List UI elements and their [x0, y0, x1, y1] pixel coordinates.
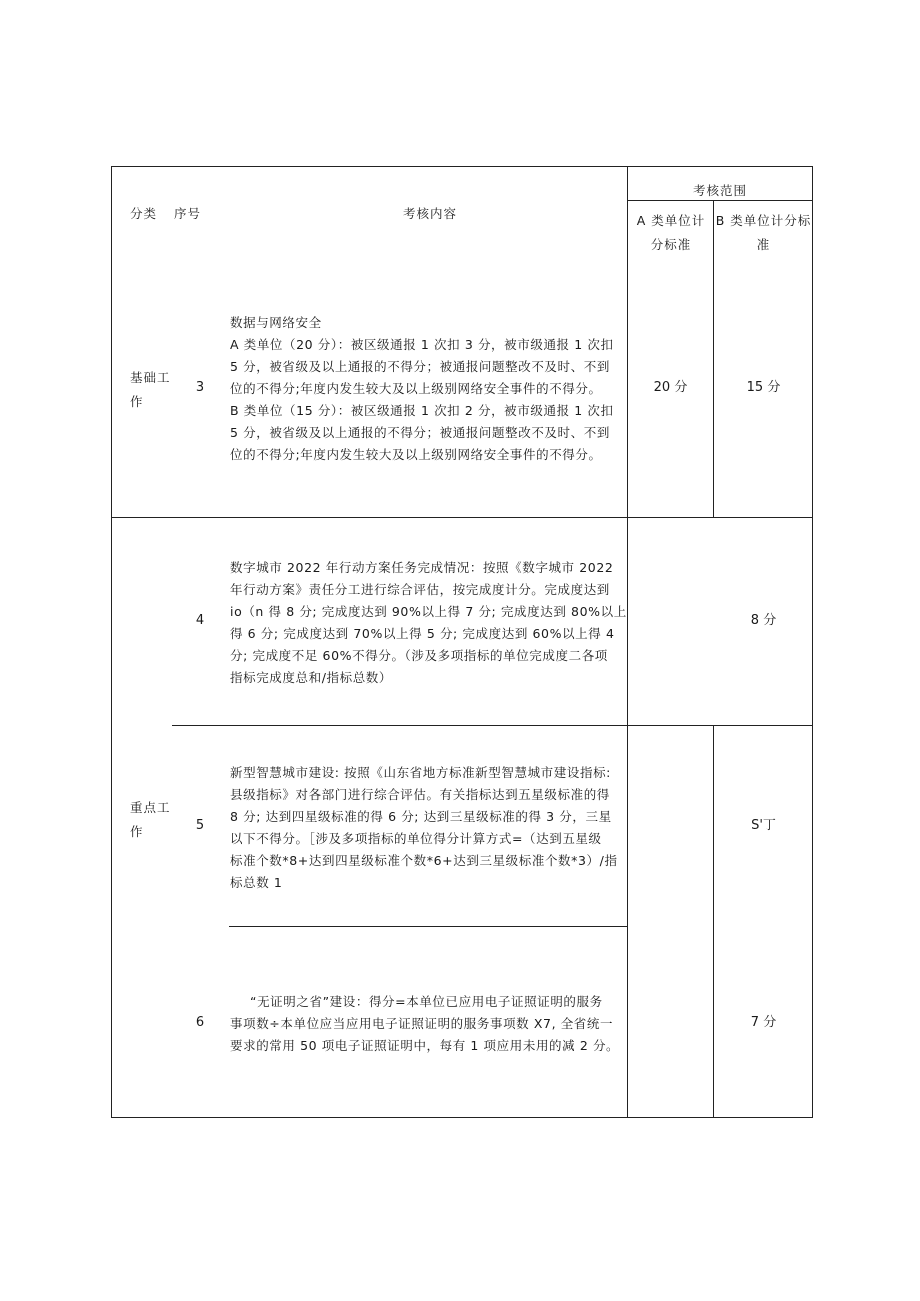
content-line: 指标完成度总和/指标总数） — [230, 670, 393, 685]
header-seq: 序号 — [174, 206, 202, 221]
content-line: 以下不得分。［涉及多项指标的单位得分计算方式=（达到五星级 — [230, 831, 602, 846]
row-b-score: 7 分 — [750, 1015, 777, 1030]
content-line: B 类单位（15 分）：被区级通报 1 次扣 2 分，被市级通报 1 次扣 — [230, 403, 614, 418]
content-line: 数字城市 2022 年行动方案任务完成情况：按照《数字城市 2022 — [230, 560, 614, 575]
content-line: 标准个数*8+达到四星级标准个数*6+达到三星级标准个数*3）/指 — [230, 853, 618, 868]
row-b-score: S'丁 — [751, 818, 776, 833]
content-line: 新型智慧城市建设: 按照《山东省地方标准新型智慧城市建设指标: — [230, 765, 611, 780]
content-line: 5 分，被省级及以上通报的不得分；被通报问题整改不及时、不到 — [230, 359, 610, 374]
content-line: 数据与网络安全 — [230, 315, 322, 330]
content-line: 年行动方案》责任分工进行综合评估，按完成度计分。完成度达到 — [230, 582, 610, 597]
category-key: 重点工作 — [130, 800, 171, 839]
category-basic: 基础工作 — [130, 370, 171, 409]
content-line: 8 分; 达到四星级标准的得 6 分; 达到三星级标准的得 3 分，三星 — [230, 809, 612, 824]
content-line: 要求的常用 50 项电子证照证明中，每有 1 项应用未用的减 2 分。 — [230, 1038, 620, 1053]
content-line: 标总数 1 — [230, 875, 283, 890]
divider-a-b-lower — [713, 725, 714, 1118]
divider-row4-bottom — [172, 725, 813, 726]
header-scope: 考核范围 — [693, 183, 748, 198]
content-line: “无证明之省”建设：得分=本单位已应用电子证照证明的服务 — [250, 994, 603, 1009]
header-category: 分类 — [130, 206, 158, 221]
content-line: io（n 得 8 分; 完成度达到 90%以上得 7 分; 完成度达到 80%以上 — [230, 604, 627, 619]
content-line: 5 分，被省级及以上通报的不得分；被通报问题整改不及时、不到 — [230, 425, 610, 440]
content-line: 分; 完成度不足 60%不得分。（涉及多项指标的单位完成度二各项 — [230, 648, 608, 663]
divider-row5-bottom — [229, 926, 627, 927]
row-b-score: 8 分 — [750, 613, 777, 628]
row-seq: 4 — [195, 613, 205, 628]
content-line: 得 6 分; 完成度达到 70%以上得 5 分; 完成度达到 60%以上得 4 — [230, 626, 615, 641]
row-a-score: 20 分 — [653, 380, 688, 395]
header-content: 考核内容 — [403, 206, 458, 221]
row-seq: 6 — [195, 1015, 205, 1030]
row-seq: 3 — [195, 380, 205, 395]
row-seq: 5 — [195, 818, 205, 833]
content-line: 位的不得分;年度内发生较大及以上级别网络安全事件的不得分。 — [230, 447, 602, 462]
header-b-standard: B 类单位计分标准 — [715, 213, 812, 252]
content-line: 位的不得分;年度内发生较大及以上级别网络安全事件的不得分。 — [230, 381, 602, 396]
divider-a-b — [713, 200, 714, 518]
divider-content-right — [627, 166, 628, 1118]
content-line: 事项数÷本单位应当应用电子证照证明的服务事项数 X7, 全省统一 — [230, 1016, 614, 1031]
content-line: A 类单位（20 分）：被区级通报 1 次扣 3 分，被市级通报 1 次扣 — [230, 337, 614, 352]
divider-row3-bottom — [111, 517, 813, 518]
header-a-standard: A 类单位计分标准 — [636, 213, 706, 252]
content-line: 县级指标》对各部门进行综合评估。有关指标达到五星级标准的得 — [230, 787, 610, 802]
row-b-score: 15 分 — [746, 380, 781, 395]
